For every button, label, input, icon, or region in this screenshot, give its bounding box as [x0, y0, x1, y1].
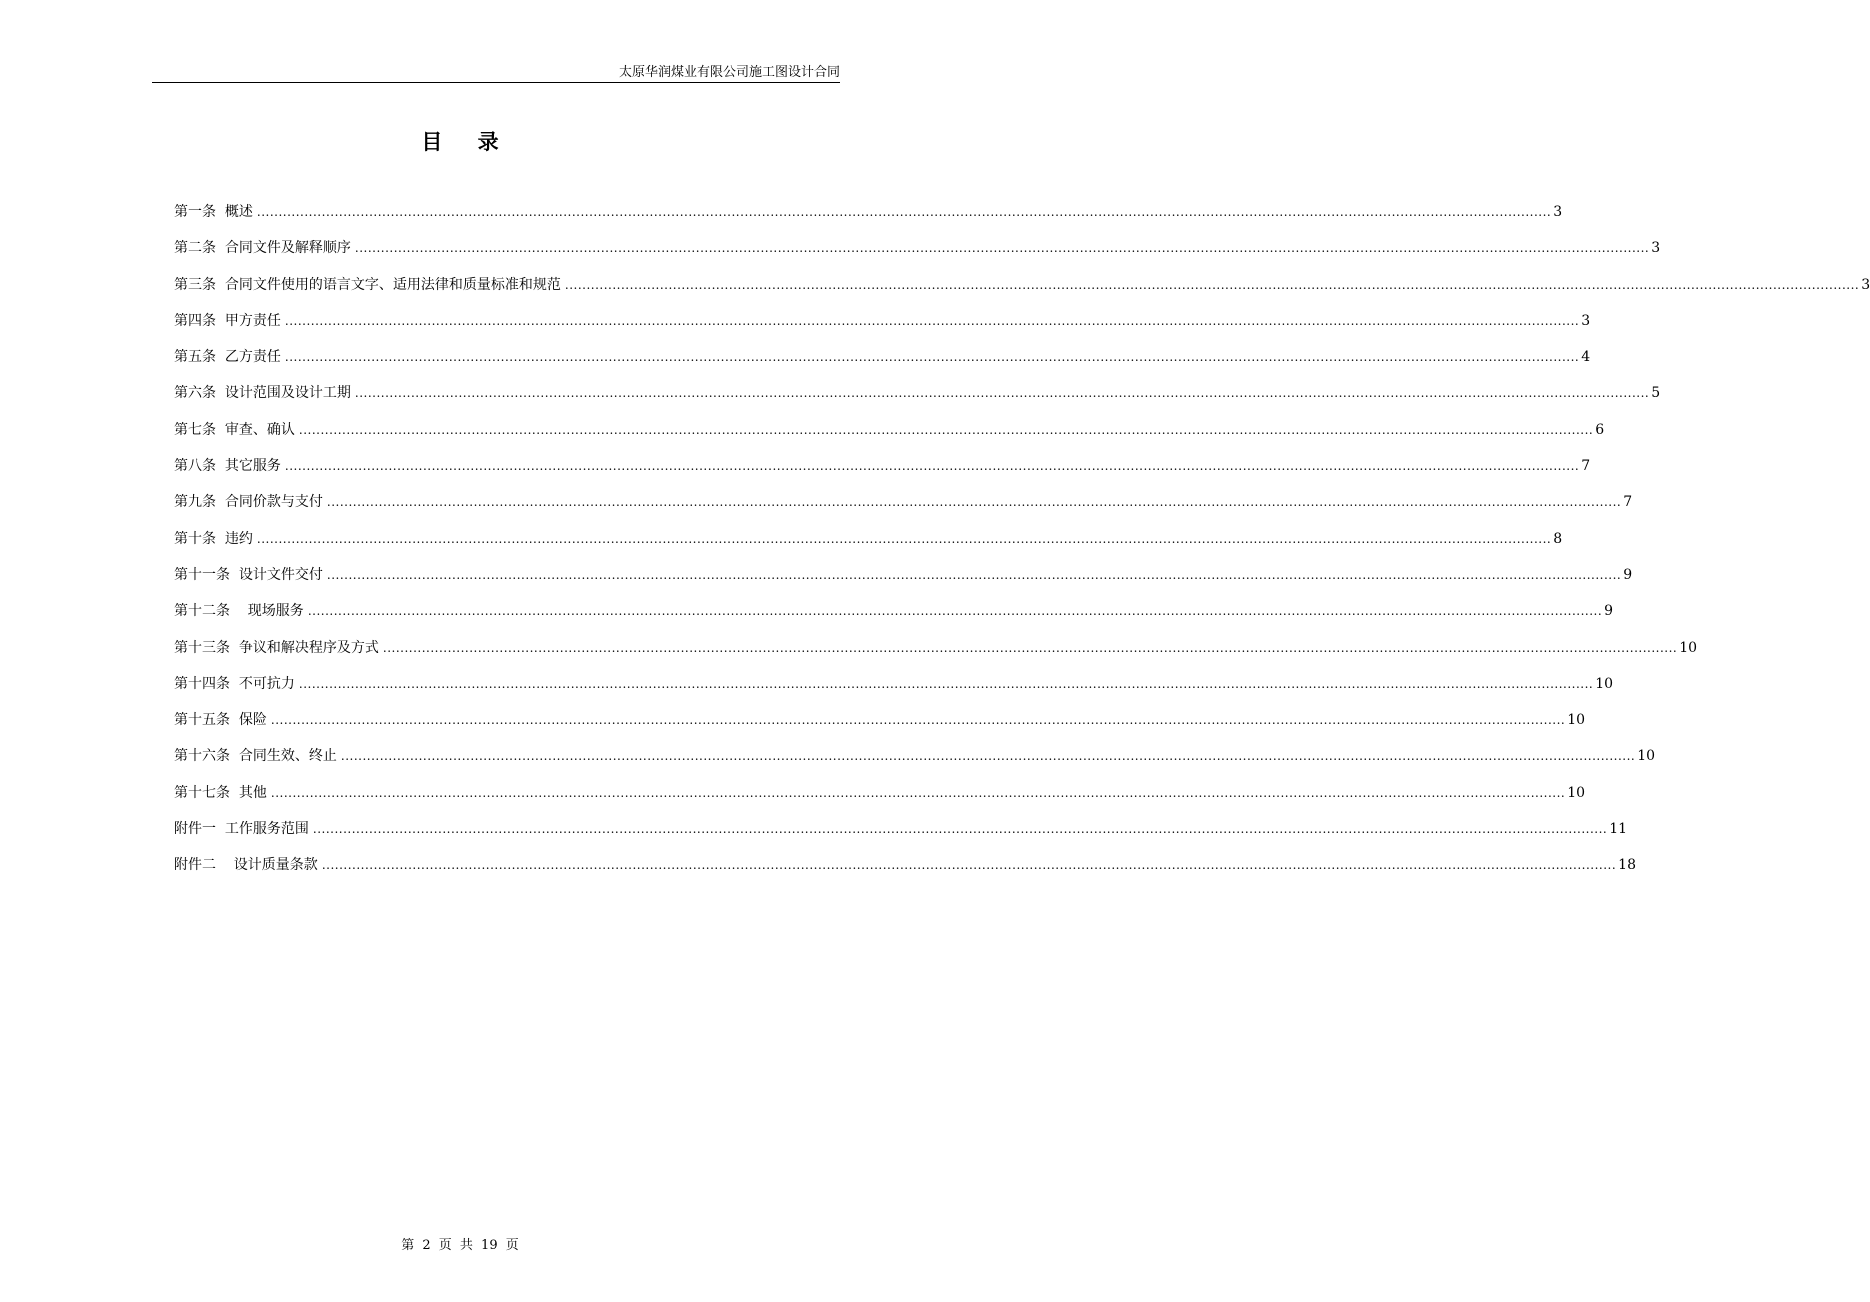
toc-entry[interactable] [174, 347, 1591, 383]
toc-dot-leader: ............................................................................................................................................................................................................................................................................................................ [256, 205, 1552, 219]
toc-dot-leader: ............................................................................................................................................................................................................................................................................................................ [564, 277, 1860, 292]
toc-entry[interactable] [174, 492, 1633, 528]
toc-entry-label: 第十三条 争议和解决程序及方式 [174, 639, 379, 656]
toc-entry[interactable] [174, 311, 1591, 347]
toc-dot-leader: ............................................................................................................................................................................................................................................................................................................ [284, 459, 1580, 474]
toc-entry[interactable] [174, 819, 1628, 855]
toc-entry-label: 第十二条 现场服务 [174, 603, 304, 620]
toc-entry-label: 第二条 合同文件及解释顺序 [174, 240, 351, 257]
toc-entry[interactable] [174, 746, 1656, 782]
toc-dot-leader: ............................................................................................................................................................................................................................................................................................................ [354, 386, 1650, 401]
toc-dot-leader: ............................................................................................................................................................................................................................................................................................................ [298, 676, 1594, 691]
toc-entry-label: 第三条 合同文件使用的语言文字、适用法律和质量标准和规范 [174, 276, 561, 293]
toc-entry-page-number: 18 [1618, 857, 1636, 874]
toc-entry-label: 第五条 乙方责任 [174, 349, 281, 366]
toc-dot-leader: ............................................................................................................................................................................................................................................................................................................ [270, 785, 1566, 800]
toc-entry-label: 第一条 概述 [174, 204, 253, 220]
toc-entry[interactable] [174, 783, 1586, 819]
toc-dot-leader: ............................................................................................................................................................................................................................................................................................................ [354, 241, 1650, 256]
toc-entry-label: 第八条 其它服务 [174, 458, 281, 475]
toc-entry-label: 第十六条 合同生效、终止 [174, 748, 337, 765]
toc-entry[interactable] [174, 456, 1591, 492]
toc-entry-page-number: 6 [1595, 421, 1605, 438]
toc-dot-leader: ............................................................................................................................................................................................................................................................................................................ [321, 858, 1617, 873]
table-of-contents [174, 202, 1870, 892]
toc-entry[interactable] [174, 275, 1870, 311]
toc-dot-leader: ............................................................................................................................................................................................................................................................................................................ [326, 495, 1622, 510]
toc-entry-label: 第十条 违约 [174, 530, 253, 547]
toc-dot-leader: ............................................................................................................................................................................................................................................................................................................ [382, 640, 1678, 655]
toc-entry[interactable] [174, 383, 1661, 419]
toc-entry-page-number: 10 [1567, 712, 1586, 729]
toc-dot-leader: ............................................................................................................................................................................................................................................................................................................ [284, 313, 1580, 328]
toc-entry[interactable] [174, 855, 1636, 891]
toc-entry-label: 第十一条 设计文件交付 [174, 566, 323, 583]
toc-entry[interactable] [174, 601, 1614, 637]
toc-entry-page-number: 10 [1595, 675, 1614, 692]
toc-entry[interactable] [174, 238, 1661, 274]
toc-entry-page-number: 7 [1623, 494, 1633, 511]
toc-entry-page-number: 9 [1623, 566, 1633, 583]
toc-entry[interactable] [174, 710, 1586, 746]
toc-entry-label: 第十四条 不可抗力 [174, 675, 295, 692]
toc-entry-label: 第七条 审查、确认 [174, 421, 295, 438]
toc-dot-leader: ............................................................................................................................................................................................................................................................................................................ [340, 749, 1636, 764]
toc-entry-page-number: 3 [1553, 204, 1563, 220]
toc-entry-label: 附件一 工作服务范围 [174, 821, 309, 838]
toc-entry-label: 第四条 甲方责任 [174, 312, 281, 329]
toc-entry-page-number: 3 [1861, 276, 1870, 293]
page-title: 目 录 [421, 129, 513, 154]
toc-entry[interactable] [174, 420, 1605, 456]
toc-entry-label: 第十五条 保险 [174, 712, 267, 729]
toc-entry-page-number: 10 [1567, 784, 1586, 801]
toc-entry-label: 附件二 设计质量条款 [174, 857, 318, 874]
toc-dot-leader: ............................................................................................................................................................................................................................................................................................................ [307, 604, 1603, 619]
page-footer: 第 2 页 共 19 页 [401, 1238, 519, 1253]
toc-entry-page-number: 10 [1637, 748, 1656, 765]
toc-entry-page-number: 3 [1581, 312, 1591, 329]
toc-dot-leader: ............................................................................................................................................................................................................................................................................................................ [284, 350, 1580, 365]
toc-entry-page-number: 11 [1609, 821, 1628, 838]
toc-entry-page-number: 4 [1581, 349, 1591, 366]
toc-entry-page-number: 7 [1581, 458, 1591, 475]
toc-entry[interactable] [174, 565, 1633, 601]
toc-entry-label: 第十七条 其他 [174, 784, 267, 801]
toc-entry[interactable] [174, 529, 1563, 565]
toc-entry-page-number: 9 [1604, 603, 1614, 620]
toc-entry-page-number: 3 [1651, 240, 1661, 257]
toc-entry-page-number: 10 [1679, 639, 1698, 656]
toc-entry-label: 第六条 设计范围及设计工期 [174, 385, 351, 402]
toc-entry-page-number: 5 [1651, 385, 1661, 402]
running-header: 太原华润煤业有限公司施工图设计合同 [152, 64, 840, 83]
toc-dot-leader: ............................................................................................................................................................................................................................................................................................................ [256, 531, 1552, 546]
toc-dot-leader: ............................................................................................................................................................................................................................................................................................................ [312, 822, 1608, 837]
toc-entry[interactable] [174, 202, 1563, 238]
toc-dot-leader: ............................................................................................................................................................................................................................................................................................................ [326, 567, 1622, 582]
toc-dot-leader: ............................................................................................................................................................................................................................................................................................................ [270, 713, 1566, 728]
toc-dot-leader: ............................................................................................................................................................................................................................................................................................................ [298, 422, 1594, 437]
toc-entry-page-number: 8 [1553, 530, 1563, 547]
toc-entry[interactable] [174, 638, 1698, 674]
toc-entry-label: 第九条 合同价款与支付 [174, 494, 323, 511]
toc-entry[interactable] [174, 674, 1614, 710]
